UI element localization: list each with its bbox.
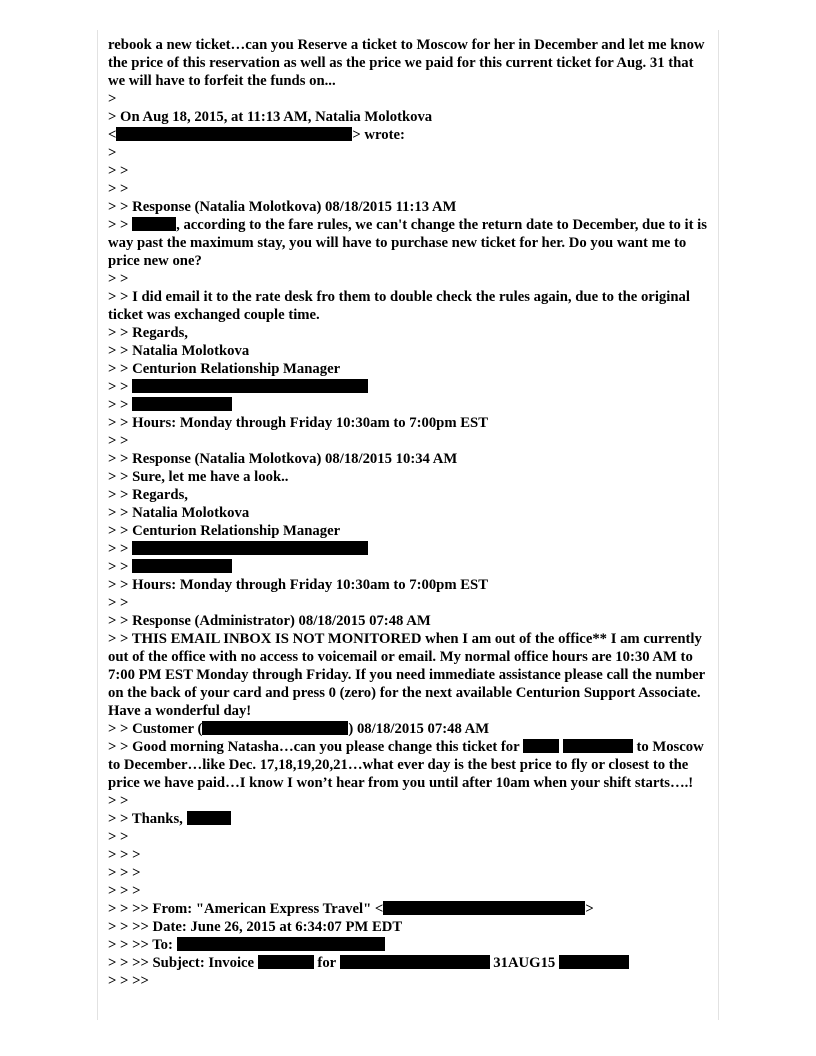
redaction-bar	[132, 541, 368, 555]
forwarded-subject-line	[108, 954, 714, 972]
text-segment: > >	[108, 541, 133, 557]
redaction-bar	[340, 955, 490, 969]
text-segment: to Moscow to December…like Dec. 17,18,19,20,21…what ever day is the best price to fly or closest to the price we have paid…I know I won’t hear from you until after 10am when your shift starts….!	[108, 739, 704, 791]
text-segment: > > Good morning Natasha…can you please change this ticket for	[108, 739, 524, 755]
quote-line: > >	[108, 595, 129, 611]
redaction-bar	[202, 721, 348, 735]
signature-line: > > Centurion Relationship Manager	[108, 361, 341, 377]
signature-line: > > Hours: Monday through Friday 10:30am to 7:00pm EST	[108, 415, 489, 431]
quote-line: > > >	[108, 847, 141, 863]
page-border-right	[718, 30, 719, 1020]
quote-line: >	[108, 145, 117, 161]
quote-line: > >	[108, 271, 129, 287]
text-segment: > wrote:	[352, 127, 405, 143]
text-segment: > > >> From: "American Express Travel" <	[108, 901, 384, 917]
email-paragraph: rebook a new ticket…can you Reserve a ticket to Moscow for her in December and let me know the price of this reservation as well as the price we paid for this current ticket for Aug. 31 that we will have to forfeit the funds on...	[108, 37, 705, 89]
quote-line: > >	[108, 181, 129, 197]
signature-line	[108, 396, 714, 414]
email-thread	[108, 36, 714, 990]
response-line: > > Sure, let me have a look..	[108, 469, 289, 485]
response-paragraph: > > I did email it to the rate desk fro them to double check the rules again, due to the original ticket was exchanged couple time.	[108, 289, 690, 323]
redaction-bar	[177, 937, 385, 951]
quote-line: > >	[108, 829, 129, 845]
text-segment: > > >> Subject: Invoice	[108, 955, 258, 971]
quote-line: > > >>	[108, 973, 149, 989]
text-segment: > >	[108, 397, 133, 413]
text-segment: > >	[108, 559, 133, 575]
signature-line	[108, 558, 714, 576]
redaction-bar	[559, 955, 629, 969]
customer-header-line	[108, 720, 714, 738]
quote-line: >	[108, 91, 117, 107]
quote-header-line: > On Aug 18, 2015, at 11:13 AM, Natalia Molotkova	[108, 109, 433, 125]
quote-line: > > >	[108, 883, 141, 899]
text-segment: > > Thanks,	[108, 811, 187, 827]
signature-line: > > Natalia Molotkova	[108, 505, 250, 521]
signature-line: > > Centurion Relationship Manager	[108, 523, 341, 539]
redaction-bar	[258, 955, 314, 969]
response-header-line: > > Response (Natalia Molotkova) 08/18/2015 11:13 AM	[108, 199, 457, 215]
redaction-bar	[132, 559, 232, 573]
redaction-bar	[132, 379, 368, 393]
auto-reply-paragraph: > > THIS EMAIL INBOX IS NOT MONITORED when I am out of the office** I am currently out of the office with no access to voicemail or email. My normal office hours are 10:30 AM to 7:00 PM EST Monday through Friday. If you need immediate assistance please call the number on the back of your card and press 0 (zero) for the next available Centurion Support Associate. Have a wonderful day!	[108, 631, 705, 719]
forwarded-date-line: > > >> Date: June 26, 2015 at 6:34:07 PM EDT	[108, 919, 403, 935]
text-segment: for	[313, 955, 340, 971]
quote-line: > >	[108, 433, 129, 449]
redaction-bar	[523, 739, 559, 753]
forwarded-to-line	[108, 936, 714, 954]
text-segment: >	[585, 901, 594, 917]
signature-line	[108, 540, 714, 558]
customer-paragraph	[108, 738, 714, 792]
redaction-bar	[132, 397, 232, 411]
signature-line: > > Regards,	[108, 325, 188, 341]
forwarded-from-line	[108, 900, 714, 918]
quote-line: > > >	[108, 865, 141, 881]
signature-line: > > Natalia Molotkova	[108, 343, 250, 359]
quote-header-email-line	[108, 126, 714, 144]
quote-line: > >	[108, 163, 129, 179]
customer-signoff-line	[108, 810, 714, 828]
quote-line: > >	[108, 793, 129, 809]
response-paragraph	[108, 216, 714, 270]
signature-line: > > Hours: Monday through Friday 10:30am to 7:00pm EST	[108, 577, 489, 593]
text-segment: > > >> To:	[108, 937, 177, 953]
text-segment: 31AUG15	[489, 955, 559, 971]
redaction-bar	[563, 739, 633, 753]
text-segment: ) 08/18/2015 07:48 AM	[348, 721, 490, 737]
response-header-line: > > Response (Natalia Molotkova) 08/18/2015 10:34 AM	[108, 451, 458, 467]
signature-line: > > Regards,	[108, 487, 188, 503]
redaction-bar	[116, 127, 352, 141]
text-segment: <	[108, 127, 117, 143]
text-segment: > >	[108, 217, 133, 233]
text-segment: , according to the fare rules, we can't change the return date to December, due to it is way past the maximum stay, you will have to purchase new ticket for her. Do you want me to price new one?	[108, 217, 707, 269]
signature-line	[108, 378, 714, 396]
response-header-line: > > Response (Administrator) 08/18/2015 07:48 AM	[108, 613, 431, 629]
text-segment: > >	[108, 379, 133, 395]
page-border-left	[97, 30, 98, 1020]
text-segment: > > Customer (	[108, 721, 203, 737]
redaction-bar	[132, 217, 176, 231]
redaction-bar	[187, 811, 231, 825]
redaction-bar	[383, 901, 585, 915]
